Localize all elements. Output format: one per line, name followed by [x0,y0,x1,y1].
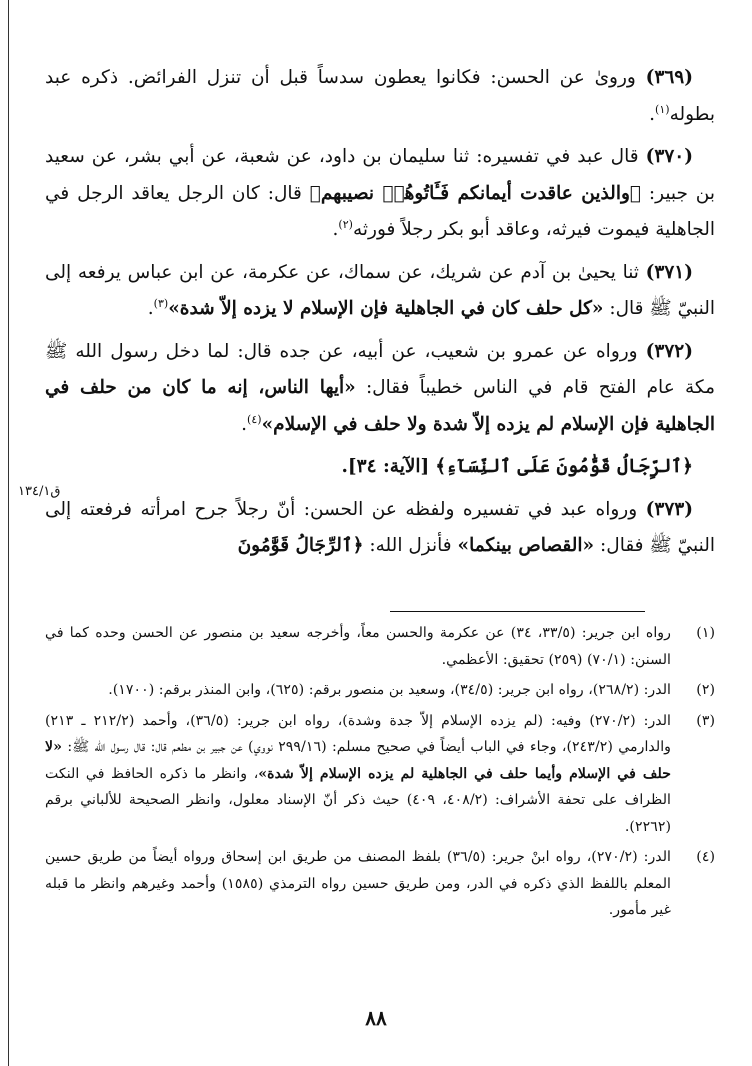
margin-rule [8,0,9,1066]
hadith-number: (٣٦٩) [645,67,693,88]
paragraph-370: (٣٧٠) قال عبد في تفسيره: ثنا سليمان بن داود، عن شعبة، عن أبي بشر، عن سعيد بن جبير: ﴿والذين عاقدت أيمانكم فَـَٔاتُوهُمۡ نصيبهم﴾ قال: كان الرجل يعاقد الرجل في الجاهلية فيموت فيرثه، وعاقد أبو بكر رجلاً فورثه$^{(٢)}$. [45,146,716,240]
quran-verse: ﴿ٱلرِّجَالُ قَوَّٰمُونَ عَلَى ٱلنِّسَآءِ﴾ [435,456,693,477]
hadith-number: (٣٧٠) [645,146,693,167]
paragraph-373: (٣٧٣) ورواه عبد في تفسيره ولفظه عن الحسن: أنّ رجلاً جرح امرأته فرفعته إلى النبيّ ﷺ فقال: «القصاص بينكما» فأنزل الله: ﴿ٱلرِّجَالُ قَوَّٰمُونَ [45,498,715,556]
footnote-ref: (٤) [247,412,262,426]
footnote-text: الدر: (٢٧٠/٢)، رواه ابنْ جرير: (٣٦/٥) بلفظ المصنف من طريق ابن إسحاق ورواه أيضاً من طريق حسين المعلم باللفظ الذي ذكره في الدر، ومن طريق حسين رواه الترمذي (١٥٨٥) وأحمد وغيرهم وانظر ما قبله غير مأمور. [45,849,672,918]
main-text [45,60,715,571]
page-number: ٨٨ [365,1006,387,1030]
footnote-4 [45,844,715,924]
paragraph-371: (٣٧١) ثنا يحيىٰ بن آدم عن شريك، عن سماك، عن عكرمة، عن ابن عباس يرفعه إلى النبيّ ﷺ قال: «كل حلف كان في الجاهلية فإن الإسلام لا يزده إلاّ شدة»$^{(٣)}$. [45,261,715,319]
footnote-number: (٢) [696,682,715,698]
footnote-text: الدر: (٢٦٨/٢)، رواه ابن جرير: (٣٤/٥)، وسعيد بن منصور برقم: (٦٢٥)، وابن المنذر برقم: (١٧٠٠). [108,682,671,698]
footnote-ref: (٣) [153,296,169,310]
verse-reference: [الآية: ٣٤]. [341,456,430,477]
footnote-3 [45,708,715,841]
footnote-2 [45,677,715,704]
footnote-separator [390,611,645,612]
footnote-1 [45,620,715,673]
hadith-number: (٣٧٣) [645,498,693,520]
footnote-ref: (٢) [338,217,353,231]
footnote-number: (١) [696,625,715,641]
paragraph-369: (٣٦٩) ورویٰ عن الحسن: فكانوا يعطون سدساً قبل أن تنزل الفرائض. ذكره عبد بطوله$^{(١)}$. [45,67,715,125]
hadith-text: «القصاص بينكما» [457,535,595,556]
quran-quote: ﴿ٱلرِّجَالُ قَوَّٰمُونَ [237,535,364,556]
hadith-text: «أيها الناس، إنه ما كان من حلف في الجاهلية فإن الإسلام لم يزده إلاّ شدة ولا حلف في الإسلام» [45,377,715,435]
footnote-number: (٣) [696,712,715,729]
footnote-text: رواه ابن جرير: (٣٣/٥، ٣٤) عن عكرمة والحسن معاً، وأخرجه سعيد بن منصور عن الحسن وحده كما في السنن: (٧٠/١) (٢٥٩) تحقيق: الأعظمي. [45,625,671,668]
footnote-text: الدر: (٢٧٠/٢) وفيه: (لم يزده الإسلام إلاّ جدة وشدة)، رواه ابن جرير: (٣٦/٥)، وأحمد (٢١٢/٢ ـ ٢١٣) والدارمي (٢٤٣/٢)، وجاء في الباب أيضاً في صحيح مسلم: (٢٩٩/١٦ نووي) عن جبير بن مطعم قال: قال رسول الله ﷺ: «لا حلف في الإسلام وأيما حلف في الجاهلية لم يزده الإسلام إلاّ شدة»، وانظر ما ذكره الحافظ في النكت الظراف على تحفة الأشراف: (٤٠٨/٢، ٤٠٩) حيث ذكر أنّ الإسناد معلول، وانظر الصحيحة للألباني برقم (٢٢٦٢). [45,712,672,835]
hadith-text: «لا حلف في الإسلام وأيما حلف في الجاهلية لم يزده الإسلام إلاّ شدة» [45,739,671,782]
quran-quote: ﴿والذين عاقدت أيمانكم فَـَٔاتُوهُمۡ نصيبهم﴾ [309,182,641,204]
footnote-number: (٤) [696,849,715,865]
verse-heading [45,449,715,486]
footnote-ref: (١) [655,102,670,116]
footnotes [45,620,715,928]
hadith-number: (٣٧١) [645,261,693,283]
hadith-number: (٣٧٢) [645,340,693,362]
hadith-text: «كل حلف كان في الجاهلية فإن الإسلام لا يزده إلاّ شدة» [168,298,604,319]
paragraph-372: (٣٧٢) ورواه عن عمرو بن شعيب، عن أبيه، عن جده قال: لما دخل رسول الله ﷺ مكة عام الفتح قام في الناس خطيباً فقال: «أيها الناس، إنه ما كان من حلف في الجاهلية فإن الإسلام لم يزده إلاّ شدة ولا حلف في الإسلام»$^{(٤)}$. [45,340,715,435]
manuscript-folio-note: ق١٣٤/١ [18,484,61,499]
